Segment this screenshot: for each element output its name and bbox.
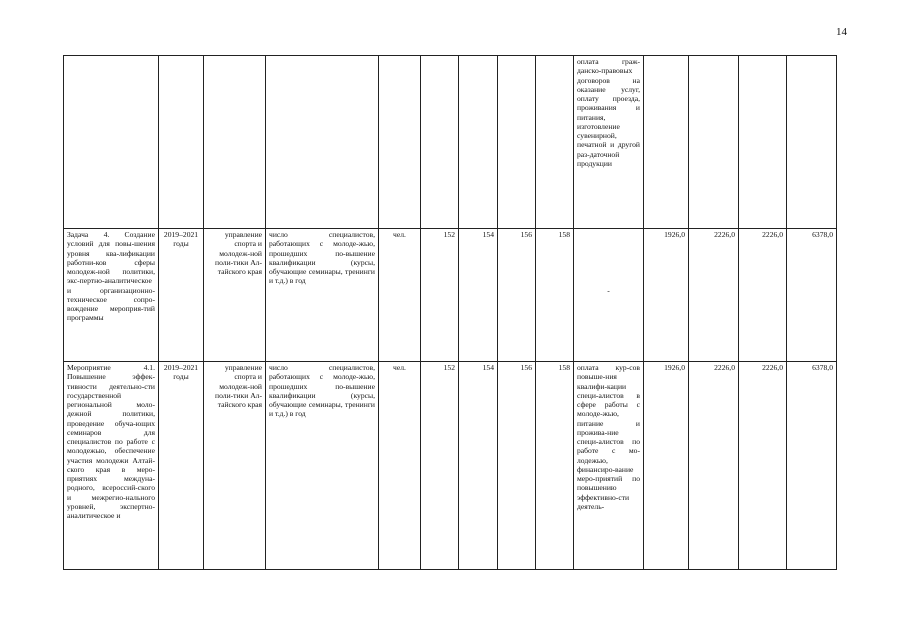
expenses-cell: оплата граж-данско-правовых договоров на оказание услуг, оплату проезда, проживания и питания, изготовление сувенирной, печатной и другой раз-даточной продукции: [574, 56, 644, 229]
executor-cell: управление спорта и молодеж-ной поли-тики Ал-тайского края: [204, 362, 266, 570]
indicator-cell: число специалистов, работающих с молоде-жью, прошедших по-вышение квалификации (курсы, обучающие семинары, тренинги и т.д.) в год: [266, 229, 379, 362]
finance-cell: [689, 56, 739, 229]
finance-cell: 2226,0: [739, 229, 787, 362]
value-cell: 158: [536, 229, 574, 362]
value-cell: 154: [459, 362, 498, 570]
indicator-cell: число специалистов, работающих с молоде-жью, прошедших по-вышение квалификации (курсы, обучающие семинары, тренинги и т.д.) в год: [266, 362, 379, 570]
expenses-cell: [574, 229, 644, 362]
expenses-cell: оплата кур-сов повыше-ния квалифи-кации специ-алистов в сфере работы с молоде-жью, питание и прожива-ние специ-алистов по работе с мо-лодежью, финансиро-вание меро-приятий по повышению эффективно-сти деятель-: [574, 362, 644, 570]
unit-cell: чел.: [379, 362, 421, 570]
value-cell: 152: [421, 229, 459, 362]
finance-cell: [739, 56, 787, 229]
finance-cell: [644, 56, 689, 229]
value-cell: [459, 56, 498, 229]
finance-cell: 2226,0: [739, 362, 787, 570]
value-cell: 154: [459, 229, 498, 362]
finance-cell: 6378,0: [787, 362, 837, 570]
finance-cell: 6378,0: [787, 229, 837, 362]
value-cell: 158: [536, 362, 574, 570]
dash-mark: -: [607, 286, 610, 295]
finance-cell: 1926,0: [644, 362, 689, 570]
period-cell: 2019–2021 годы: [159, 229, 204, 362]
unit-cell: чел.: [379, 229, 421, 362]
executor-cell: [204, 56, 266, 229]
executor-cell: управление спорта и молодеж-ной поли-тики Ал-тайского края: [204, 229, 266, 362]
task-cell: Задача 4. Создание условий для повы-шения уровня ква-лификации работни-ков сферы молодеж-ной политики, экс-пертно-аналитическое и организационно-техническое сопро-вождение мероприя-тий программы: [64, 229, 159, 362]
unit-cell: [379, 56, 421, 229]
table-row: [64, 56, 837, 229]
page-number: 14: [836, 26, 847, 38]
program-table: [63, 55, 837, 570]
value-cell: [421, 56, 459, 229]
task-cell: Мероприятие 4.1. Повышение эффек-тивности деятельно-сти государственной региональной моло-дежной политики, проведение обуча-ющих семинаров для специалистов по работе с молодежью, обеспечение участия молодежи Алтай-ского края в меро-приятиях междуна-родного, всероссий-ского и межрегио-нального уровней, экспертно-аналитическое и: [64, 362, 159, 570]
table-row: [64, 362, 837, 570]
period-cell: [159, 56, 204, 229]
finance-cell: 1926,0: [644, 229, 689, 362]
value-cell: 152: [421, 362, 459, 570]
finance-cell: 2226,0: [689, 229, 739, 362]
period-cell: 2019–2021 годы: [159, 362, 204, 570]
value-cell: 156: [498, 229, 536, 362]
table-row: [64, 229, 837, 362]
finance-cell: 2226,0: [689, 362, 739, 570]
finance-cell: [787, 56, 837, 229]
task-cell: [64, 56, 159, 229]
value-cell: [536, 56, 574, 229]
value-cell: 156: [498, 362, 536, 570]
indicator-cell: [266, 56, 379, 229]
value-cell: [498, 56, 536, 229]
